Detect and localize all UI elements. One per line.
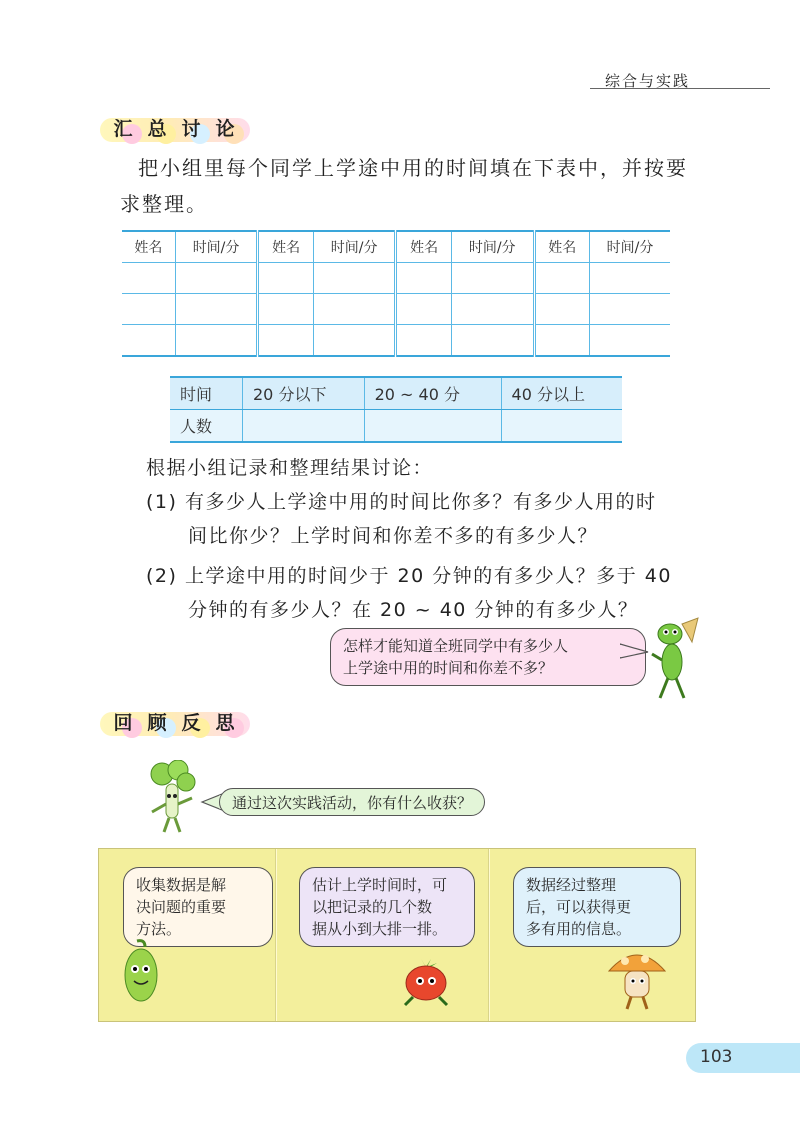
count-cell[interactable]	[364, 410, 501, 443]
mushroom-mascot-icon	[605, 945, 669, 1013]
table-cell[interactable]	[258, 294, 313, 325]
heading-char: 回	[113, 712, 133, 734]
col-header: 姓名	[258, 231, 313, 263]
bubble-line: 多有用的信息。	[526, 920, 632, 938]
table-cell[interactable]	[451, 263, 534, 294]
summary-table	[170, 376, 622, 443]
table-cell[interactable]	[175, 294, 258, 325]
table-row	[122, 294, 670, 325]
bubble-line: 以把记录的几个数	[312, 898, 433, 916]
table-cell[interactable]	[258, 263, 313, 294]
col-header: 时间/分	[313, 231, 396, 263]
table-cell[interactable]	[313, 325, 396, 357]
table-cell[interactable]	[589, 294, 670, 325]
col-header: 姓名	[396, 231, 451, 263]
section-heading-summary	[108, 114, 258, 148]
panel-3-bubble	[513, 867, 681, 947]
count-cell[interactable]	[243, 410, 365, 443]
pepper-mascot-icon	[115, 937, 171, 1013]
table-cell[interactable]	[396, 294, 451, 325]
table-cell[interactable]	[313, 263, 396, 294]
question-1-line2: 间比你少？上学时间和你差不多的有多少人？	[188, 525, 599, 547]
col-header: 时间/分	[175, 231, 258, 263]
range-cell: 20 ~ 40 分	[364, 377, 501, 410]
table-cell[interactable]	[258, 325, 313, 357]
table-row	[122, 263, 670, 294]
table-cell[interactable]	[396, 325, 451, 357]
bubble-line: 收集数据是解	[136, 876, 227, 894]
table-cell[interactable]	[451, 294, 534, 325]
bubble-line: 估计上学时间时，可	[312, 876, 448, 894]
bubble-tail	[620, 640, 650, 664]
table-cell[interactable]	[589, 263, 670, 294]
heading-char: 总	[147, 118, 167, 140]
table-cell[interactable]	[534, 263, 589, 294]
table-cell[interactable]	[396, 263, 451, 294]
count-cell[interactable]	[501, 410, 622, 443]
record-table	[122, 230, 670, 357]
heading-char: 思	[215, 712, 235, 734]
table-cell[interactable]	[175, 263, 258, 294]
reflection-bubble: 通过这次实践活动，你有什么收获？	[219, 788, 485, 816]
header-rule	[590, 88, 770, 89]
col-header: 时间/分	[451, 231, 534, 263]
table-row	[122, 325, 670, 357]
summary-row-time	[170, 377, 622, 410]
heading-char: 反	[181, 712, 201, 734]
celery-mascot-icon	[142, 760, 206, 834]
discussion-lead: 根据小组记录和整理结果讨论：	[146, 457, 434, 479]
panel-2-bubble	[299, 867, 475, 947]
bubble-line: 怎样才能知道全班同学中有多少人	[343, 637, 569, 655]
chapter-header: 综合与实践	[605, 72, 691, 90]
table-cell[interactable]	[313, 294, 396, 325]
question-2-line2: 分钟的有多少人？在 20 ~ 40 分钟的有多少人？	[188, 599, 639, 621]
table-cell[interactable]	[589, 325, 670, 357]
bubble-line: 上学途中用的时间和你差不多？	[343, 659, 554, 677]
grasshopper-mascot-icon	[648, 612, 704, 702]
table-cell[interactable]	[534, 294, 589, 325]
table-cell[interactable]	[122, 325, 175, 357]
col-header: 时间/分	[589, 231, 670, 263]
row-label: 时间	[170, 377, 243, 410]
record-table-header	[122, 231, 670, 263]
question-bubble	[330, 628, 646, 686]
question-2-line1: (2) 上学途中用的时间少于 20 分钟的有多少人？多于 40	[146, 565, 672, 587]
panel-1-bubble	[123, 867, 273, 947]
range-cell: 20 分以下	[243, 377, 365, 410]
table-cell[interactable]	[122, 263, 175, 294]
table-cell[interactable]	[122, 294, 175, 325]
row-label: 人数	[170, 410, 243, 443]
heading-char: 汇	[113, 118, 133, 140]
col-header: 姓名	[122, 231, 175, 263]
table-cell[interactable]	[175, 325, 258, 357]
range-cell: 40 分以上	[501, 377, 622, 410]
panel-divider	[489, 849, 490, 1021]
table-cell[interactable]	[534, 325, 589, 357]
intro-paragraph	[120, 150, 702, 222]
heading-char: 论	[215, 118, 235, 140]
section-heading-reflection	[108, 708, 258, 742]
intro-text: 把小组里每个同学上学途中用的时间填在下表中，并按要求整理。	[120, 156, 688, 216]
bubble-line: 决问题的重要	[136, 898, 227, 916]
bubble-line: 据从小到大排一排。	[312, 920, 448, 938]
heading-char: 顾	[147, 712, 167, 734]
col-header: 姓名	[534, 231, 589, 263]
heading-char: 讨	[181, 118, 201, 140]
summary-row-count	[170, 410, 622, 443]
bubble-line: 方法。	[136, 920, 182, 938]
bubble-line: 后，可以获得更	[526, 898, 632, 916]
table-cell[interactable]	[451, 325, 534, 357]
bubble-line: 数据经过整理	[526, 876, 617, 894]
panel-divider	[276, 849, 277, 1021]
page-number: 103	[700, 1047, 733, 1067]
tomato-mascot-icon	[391, 953, 461, 1009]
question-1-line1: (1) 有多少人上学途中用的时间比你多？有多少人用的时	[146, 491, 657, 513]
reflection-panels	[98, 848, 696, 1022]
